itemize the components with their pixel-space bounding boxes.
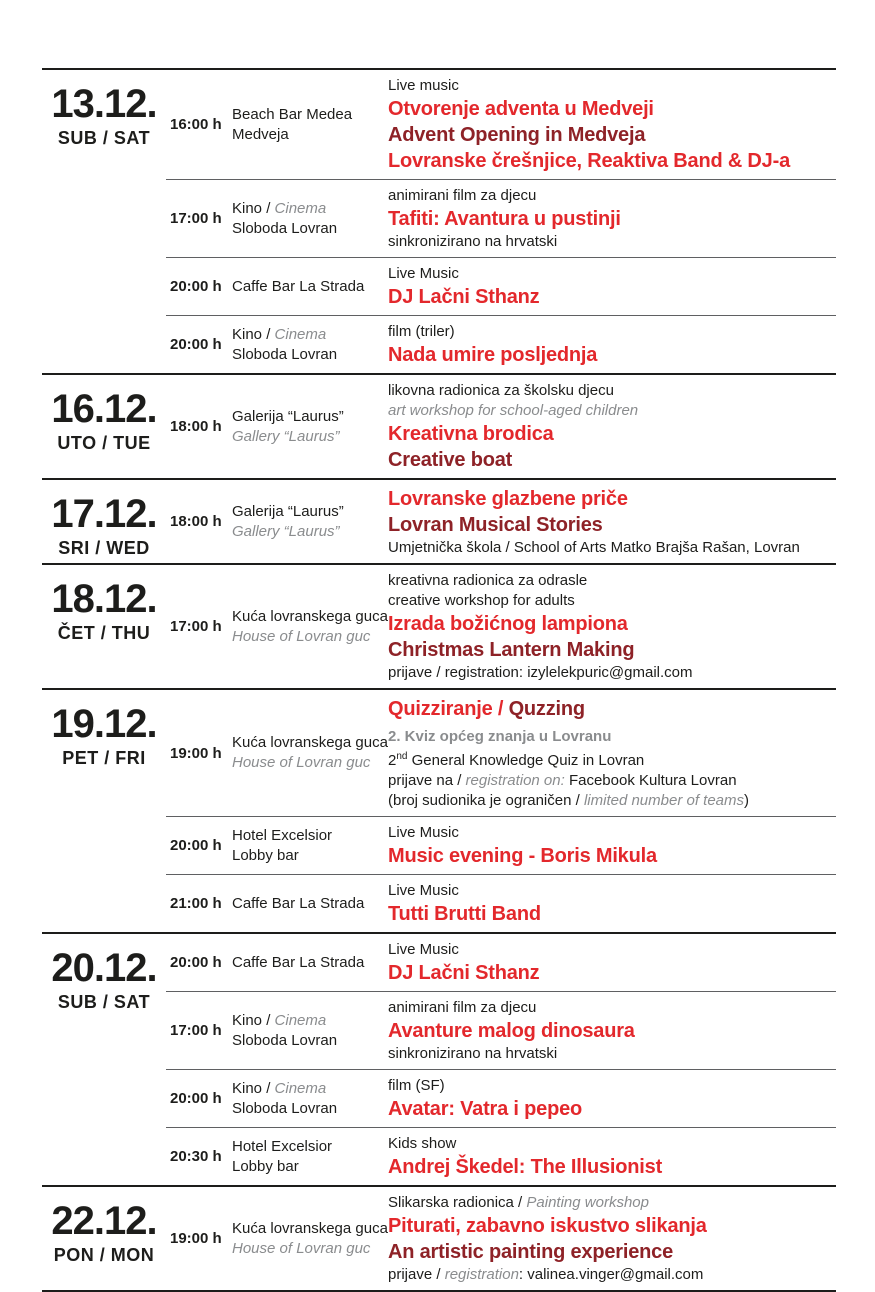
venue-text-line <box>232 1219 388 1239</box>
day-column <box>42 565 166 688</box>
desc-title-line <box>388 843 836 869</box>
event-title-hr: Lovranske črešnjice, Reaktiva Band & DJ-a <box>388 150 790 172</box>
text-segment: Kuća lovranskega guca <box>232 734 388 751</box>
desc-title-line <box>388 512 836 538</box>
desc-title-line <box>388 421 836 447</box>
desc-text-line <box>388 571 836 591</box>
venue-text-line <box>232 345 388 365</box>
event-venue <box>232 485 388 558</box>
desc-text-line <box>388 998 836 1018</box>
venue-text-line <box>232 894 388 914</box>
desc-text-line <box>388 591 836 611</box>
event-description <box>388 695 836 811</box>
venue-text-line <box>232 427 388 447</box>
event-venue <box>232 380 388 473</box>
desc-text-line <box>388 791 836 811</box>
event-row <box>166 874 836 932</box>
text-segment: animirani film za djecu <box>388 999 537 1016</box>
text-segment: Caffe Bar La Strada <box>232 894 365 912</box>
event-row <box>166 934 836 991</box>
text-segment: Sloboda Lovran <box>232 219 338 237</box>
day-name: SUB / SAT <box>57 128 151 148</box>
text-segment: Live Music <box>388 941 459 958</box>
text-segment: Live Music <box>388 265 459 282</box>
events-list <box>166 480 836 563</box>
text-segment: Kids show <box>388 1135 457 1152</box>
desc-title-line <box>388 96 836 122</box>
event-venue <box>232 1133 388 1180</box>
event-time: 17:00 h <box>170 1022 222 1039</box>
event-description <box>388 570 836 683</box>
date-label: 22.12. <box>51 1199 157 1243</box>
desc-text-line <box>388 940 836 960</box>
desc-text-line <box>388 727 836 747</box>
text-segment: Gallery “Laurus” <box>232 427 340 445</box>
text-segment: Kino / <box>232 1011 275 1029</box>
date-label: 17.12. <box>51 492 157 536</box>
day-column <box>42 690 166 932</box>
event-title-en: Christmas Lantern Making <box>388 639 635 661</box>
text-segment: Painting workshop <box>526 1194 649 1211</box>
day-section <box>42 68 836 373</box>
text-segment: sinkronizirano na hrvatski <box>388 1045 558 1062</box>
desc-text-line <box>388 1076 836 1096</box>
event-title-hr: Lovranske glazbene priče <box>388 488 628 510</box>
sections-container <box>42 68 836 1290</box>
venue-text-line <box>232 627 388 647</box>
day-name: UTO / TUE <box>57 433 151 453</box>
events-list <box>166 690 836 932</box>
desc-text-line <box>388 538 836 558</box>
event-venue <box>232 263 388 310</box>
day-name: SUB / SAT <box>57 992 151 1012</box>
text-segment: Lobby bar <box>232 1157 299 1175</box>
event-time: 17:00 h <box>170 210 222 227</box>
event-title-hr: Avanture malog dinosaura <box>388 1020 635 1042</box>
event-venue <box>232 880 388 927</box>
event-description <box>388 1133 836 1180</box>
event-venue <box>232 185 388 252</box>
text-segment: Umjetnička škola / School of Arts Matko Brajša Rašan, Lovran <box>388 539 800 556</box>
text-segment: art workshop for school-aged children <box>388 402 639 419</box>
event-row <box>166 257 836 315</box>
event-time: 20:00 h <box>170 954 222 971</box>
text-segment: Caffe Bar La Strada <box>232 953 365 971</box>
desc-title-line <box>388 122 836 148</box>
venue-text-line <box>232 407 388 427</box>
venue-text-line <box>232 1239 388 1259</box>
day-column <box>42 480 166 563</box>
event-title-hr: Piturati, zabavno iskustvo slikanja <box>388 1215 707 1237</box>
desc-title-line <box>388 1239 836 1265</box>
text-segment: Kuća lovranskega guca <box>232 1219 388 1237</box>
events-list <box>166 70 836 373</box>
venue-text-line <box>232 325 388 345</box>
desc-text-line <box>388 881 836 901</box>
event-description <box>388 380 836 473</box>
day-name: SRI / WED <box>58 538 150 558</box>
text-segment: Galerija “Laurus” <box>232 502 344 520</box>
desc-title-line <box>388 342 836 368</box>
text-segment: Live music <box>388 77 459 94</box>
desc-title-line <box>388 960 836 986</box>
date-label: 20.12. <box>51 946 157 990</box>
desc-text-line <box>388 663 836 683</box>
event-venue <box>232 321 388 368</box>
desc-text-line <box>388 401 836 421</box>
day-column <box>42 70 166 373</box>
desc-text-line <box>388 322 836 342</box>
venue-text-line <box>232 1011 388 1031</box>
event-description <box>388 321 836 368</box>
desc-title-line <box>388 148 836 174</box>
event-description <box>388 1075 836 1122</box>
event-title-hr: Music evening - Boris Mikula <box>388 845 657 867</box>
event-time: 20:00 h <box>170 278 222 295</box>
desc-text-line <box>388 381 836 401</box>
desc-title-line <box>388 1096 836 1122</box>
event-time: 20:30 h <box>170 1148 222 1165</box>
venue-text-line <box>232 1031 388 1051</box>
text-segment: Cinema <box>274 1079 327 1097</box>
text-segment: 2 <box>388 752 397 769</box>
text-segment: Hotel Excelsior <box>232 1137 333 1155</box>
event-title-hr: Andrej Škedel: The Illusionist <box>388 1156 663 1178</box>
text-segment: House of Lovran guc <box>232 754 371 771</box>
day-section <box>42 563 836 688</box>
day-section <box>42 688 836 932</box>
desc-title-line <box>388 284 836 310</box>
text-segment: limited number of teams <box>583 792 745 809</box>
event-row <box>166 70 836 179</box>
event-title-en: Advent Opening in Medveja <box>388 124 646 146</box>
venue-text-line <box>232 607 388 627</box>
desc-title-line <box>388 637 836 663</box>
event-venue <box>232 1192 388 1285</box>
event-description <box>388 485 836 558</box>
text-segment: Gallery “Laurus” <box>232 522 340 540</box>
event-title-hr: DJ Lačni Sthanz <box>388 962 540 984</box>
day-name: ČET / THU <box>57 623 151 643</box>
day-column <box>42 1187 166 1290</box>
text-segment: prijave / registration: izylelekpuric@gmail.com <box>388 664 693 681</box>
venue-text-line <box>232 846 388 866</box>
text-segment: ) <box>744 792 750 809</box>
desc-text-line <box>388 823 836 843</box>
text-segment: Live Music <box>388 824 459 841</box>
event-description <box>388 1192 836 1285</box>
event-venue <box>232 939 388 986</box>
text-segment: Live Music <box>388 882 459 899</box>
text-segment: Facebook Kultura Lovran <box>564 772 737 789</box>
text-segment: Lobby bar <box>232 846 299 864</box>
text-segment: nd <box>396 751 408 762</box>
event-title-en: An artistic painting experience <box>388 1241 673 1263</box>
day-section <box>42 932 836 1185</box>
text-segment: Cinema <box>274 1011 327 1029</box>
event-title-hr: Kreativna brodica <box>388 423 554 445</box>
event-time: 20:00 h <box>170 1090 222 1107</box>
venue-text-line <box>232 125 388 145</box>
text-segment: creative workshop for adults <box>388 592 575 609</box>
desc-title-line <box>388 1213 836 1239</box>
day-column <box>42 934 166 1185</box>
desc-text-line <box>388 1193 836 1213</box>
text-segment: prijave na / <box>388 772 466 789</box>
text-segment: Sloboda Lovran <box>232 1031 338 1049</box>
event-description <box>388 185 836 252</box>
event-title-hr: Nada umire posljednja <box>388 344 598 366</box>
desc-text-line <box>388 76 836 96</box>
event-row <box>166 179 836 257</box>
event-time: 20:00 h <box>170 837 222 854</box>
desc-text-line <box>388 264 836 284</box>
venue-text-line <box>232 733 388 753</box>
desc-text-line <box>388 1265 836 1285</box>
event-time: 18:00 h <box>170 513 222 530</box>
event-time: 18:00 h <box>170 418 222 435</box>
text-segment: Kino / <box>232 199 275 217</box>
text-segment: General Knowledge Quiz in Lovran <box>407 752 645 769</box>
event-title-hr: Avatar: Vatra i pepeo <box>388 1098 583 1120</box>
event-venue <box>232 822 388 869</box>
event-row <box>166 690 836 816</box>
events-list <box>166 1187 836 1290</box>
text-segment: Cinema <box>274 199 327 217</box>
event-row <box>166 1127 836 1185</box>
event-time: 17:00 h <box>170 618 222 635</box>
event-description <box>388 997 836 1064</box>
text-segment: likovna radionica za školsku djecu <box>388 382 614 399</box>
venue-text-line <box>232 753 388 773</box>
date-label: 18.12. <box>51 577 157 621</box>
desc-title-line <box>388 696 836 722</box>
desc-title-line <box>388 1154 836 1180</box>
text-segment: Galerija “Laurus” <box>232 407 344 425</box>
desc-title-line <box>388 206 836 232</box>
event-venue <box>232 570 388 683</box>
event-title-hr: Tutti Brutti Band <box>388 903 541 925</box>
text-segment: film (SF) <box>388 1077 445 1094</box>
event-description <box>388 822 836 869</box>
text-segment: sinkronizirano na hrvatski <box>388 233 558 250</box>
text-segment: registration on: <box>465 772 565 789</box>
event-title-hr: DJ Lačni Sthanz <box>388 286 540 308</box>
text-segment: film (triler) <box>388 323 455 340</box>
venue-text-line <box>232 1079 388 1099</box>
text-segment: Cinema <box>274 325 327 343</box>
events-list <box>166 565 836 688</box>
text-segment: Sloboda Lovran <box>232 1099 338 1117</box>
event-description <box>388 939 836 986</box>
event-time: 19:00 h <box>170 1230 222 1247</box>
venue-text-line <box>232 502 388 522</box>
venue-text-line <box>232 522 388 542</box>
text-segment: Kino / <box>232 1079 275 1097</box>
text-segment: registration <box>444 1266 519 1283</box>
event-time: 20:00 h <box>170 336 222 353</box>
text-segment: Caffe Bar La Strada <box>232 277 365 295</box>
event-time: 21:00 h <box>170 895 222 912</box>
event-description <box>388 263 836 310</box>
event-title-en: Creative boat <box>388 449 513 471</box>
event-row <box>166 315 836 373</box>
event-venue <box>232 695 388 811</box>
text-segment: 2. Kviz općeg znanja u Lovranu <box>388 728 612 745</box>
venue-text-line <box>232 277 388 297</box>
desc-title-line <box>388 486 836 512</box>
event-row <box>166 565 836 688</box>
event-title-hr: Otvorenje adventa u Medveji <box>388 98 654 120</box>
desc-text-line <box>388 1044 836 1064</box>
event-row <box>166 480 836 563</box>
event-row <box>166 375 836 478</box>
desc-title-line <box>388 611 836 637</box>
event-row <box>166 1069 836 1127</box>
event-title-hr: Quizziranje / <box>388 698 509 720</box>
desc-text-line <box>388 747 836 771</box>
event-title-hr: Izrada božićnog lampiona <box>388 613 628 635</box>
day-column <box>42 375 166 478</box>
event-description <box>388 880 836 927</box>
text-segment: Sloboda Lovran <box>232 345 338 363</box>
venue-text-line <box>232 1137 388 1157</box>
desc-title-line <box>388 901 836 927</box>
desc-text-line <box>388 186 836 206</box>
date-label: 19.12. <box>51 702 157 746</box>
day-name: PON / MON <box>53 1245 155 1265</box>
event-row <box>166 991 836 1069</box>
text-segment: kreativna radionica za odrasle <box>388 572 588 589</box>
text-segment: : valinea.vinger@gmail.com <box>518 1266 704 1283</box>
text-segment: House of Lovran guc <box>232 627 371 645</box>
date-label: 16.12. <box>51 387 157 431</box>
venue-text-line <box>232 826 388 846</box>
events-list <box>166 375 836 478</box>
desc-text-line <box>388 1134 836 1154</box>
text-segment: House of Lovran guc <box>232 1239 371 1257</box>
venue-text-line <box>232 953 388 973</box>
text-segment: prijave / <box>388 1266 445 1283</box>
event-venue <box>232 1075 388 1122</box>
event-venue <box>232 75 388 174</box>
event-time: 16:00 h <box>170 116 222 133</box>
desc-title-line <box>388 1018 836 1044</box>
text-segment: Hotel Excelsior <box>232 826 333 844</box>
date-label: 13.12. <box>51 82 157 126</box>
text-segment: Beach Bar Medea <box>232 105 353 123</box>
day-section <box>42 478 836 563</box>
venue-text-line <box>232 1157 388 1177</box>
event-venue <box>232 997 388 1064</box>
desc-text-line <box>388 232 836 252</box>
text-segment: Medveja <box>232 125 289 143</box>
desc-text-line <box>388 771 836 791</box>
venue-text-line <box>232 219 388 239</box>
text-segment: Slikarska radionica / <box>388 1194 527 1211</box>
text-segment: animirani film za djecu <box>388 187 537 204</box>
desc-title-line <box>388 447 836 473</box>
day-name: PET / FRI <box>62 748 146 768</box>
text-segment: (broj sudionika je ograničen / <box>388 792 584 809</box>
venue-text-line <box>232 199 388 219</box>
text-segment: Kuća lovranskega guca <box>232 607 388 625</box>
event-title-en: Quzzing <box>508 698 585 720</box>
day-section <box>42 1185 836 1290</box>
day-section <box>42 373 836 478</box>
text-segment: Kino / <box>232 325 275 343</box>
event-row <box>166 1187 836 1290</box>
venue-text-line <box>232 105 388 125</box>
event-title-en: Lovran Musical Stories <box>388 514 603 536</box>
events-list <box>166 934 836 1185</box>
event-title-hr: Tafiti: Avantura u pustinji <box>388 208 621 230</box>
event-row <box>166 816 836 874</box>
event-time: 19:00 h <box>170 744 222 762</box>
event-description <box>388 75 836 174</box>
venue-text-line <box>232 1099 388 1119</box>
